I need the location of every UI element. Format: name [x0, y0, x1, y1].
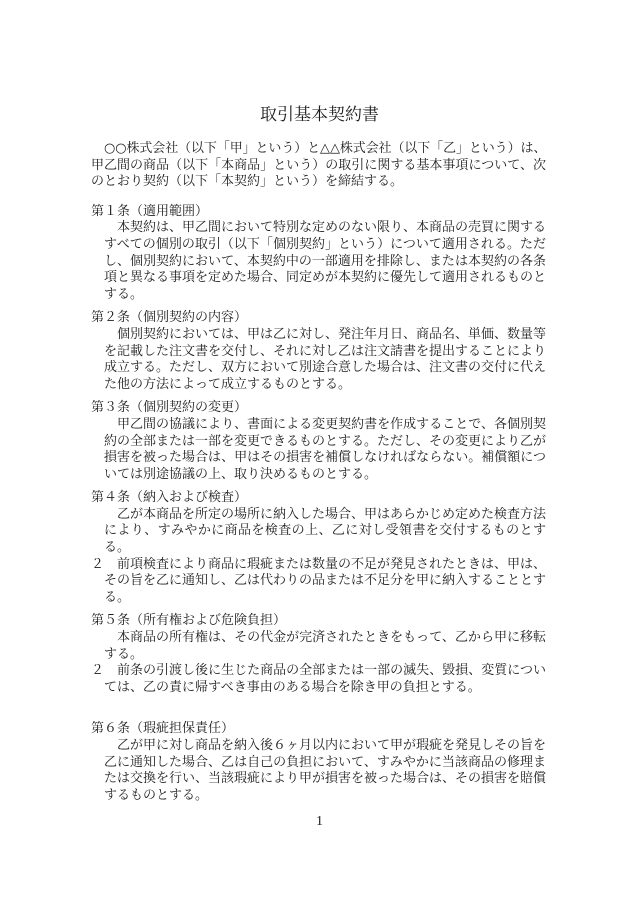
article-5: [91, 613, 546, 696]
article-5-heading: 第５条（所有権および危険負担）: [91, 613, 287, 629]
article-5-numbered-line: ２ 前条の引渡し後に生じた商品の全部または一部の滅失、毀損、変質につい: [91, 663, 546, 679]
article-4-paragraph-1: [91, 507, 546, 557]
document-body: [91, 141, 546, 811]
article-3-text-line: 甲乙間の協議により、書面による変更契約書を作成することで、各個別契: [117, 416, 546, 432]
article-3-text-line: いては別途協議の上、取り決めるものとする。: [104, 466, 378, 482]
article-5-numbered-line: ては、乙の責に帰すべき事由のある場合を除き甲の負担とする。: [104, 679, 481, 695]
article-1-text-line: 本契約は、甲乙間において特別な定めのない限り、本商品の売買に関する: [117, 220, 547, 236]
article-4: [91, 490, 546, 606]
article-1-text-line: し、個別契約において、本契約中の一部適用を排除し、または本契約の各条: [104, 253, 546, 269]
article-1-text-line: すべての個別の取引（以下「個別契約」という）について適用される。ただ: [104, 236, 546, 252]
article-4-numbered-line: る。: [104, 589, 131, 605]
article-2: [91, 310, 546, 393]
article-6-text-line: たは交換を行い、当該瑕疵により甲が損害を被った場合は、その損害を賠償: [104, 771, 547, 787]
article-2-text-line: た他の方法によって成立するものとする。: [104, 376, 352, 392]
article-6-text-line: 乙に通知した場合、乙は自己の負担において、すみやかに当該商品の修理ま: [104, 754, 546, 770]
article-6: [91, 721, 546, 804]
article-3-text-line: 損害を被った場合は、甲はその損害を補償しなければならない。補償額につ: [104, 450, 546, 466]
article-3-text-line: 約の全部または一部を変更できるものとする。ただし、その変更により乙が: [104, 433, 547, 449]
article-5-text-line: する。: [104, 646, 144, 662]
preamble-line: ○○株式会社（以下「甲」という）と△△株式会社（以下「乙」という）は、: [104, 141, 546, 156]
article-4-text-line: る。: [104, 540, 131, 556]
preamble-line: 甲乙間の商品（以下「本商品」という）の取引に関する基本事項について、次: [91, 157, 546, 173]
article-4-text-line: 乙が本商品を所定の場所に納入した場合、甲はあらかじめ定めた検査方法: [117, 506, 547, 522]
article-3-paragraph-1: [91, 417, 546, 483]
document-title: 取引基本契約書: [260, 105, 379, 125]
article-2-text-line: を記載した注文書を交付し、それに対し乙は注文請書を提出することにより: [104, 343, 547, 359]
article-5-text-line: 本商品の所有権は、その代金が完済されたときをもって、乙から甲に移転: [117, 630, 546, 646]
article-6-paragraph-1: [91, 738, 546, 804]
article-1-heading: 第１条（適用範囲）: [91, 203, 209, 219]
article-2-text-line: 成立する。ただし、双方において別途合意した場合は、注文書の交付に代え: [104, 360, 547, 376]
article-3-heading: 第３条（個別契約の変更）: [91, 400, 248, 416]
article-6-text-line: 乙が甲に対し商品を納入後６ヶ月以内において甲が瑕疵を発見しその旨を: [117, 738, 547, 753]
article-6-heading: 第６条（瑕疵担保責任）: [91, 721, 235, 737]
article-4-numbered-line: その旨を乙に通知し、乙は代わりの品または不足分を甲に納入することとす: [104, 573, 547, 589]
article-4-text-line: により、すみやかに商品を検査の上、乙に対し受領書を交付するものとす: [104, 523, 546, 539]
article-1-text-line: 項と異なる事項を定めた場合、同定めが本契約に優先して適用されるものと: [104, 270, 547, 286]
article-4-paragraph-2: [91, 557, 546, 607]
article-4-heading: 第４条（納入および検査）: [91, 490, 248, 506]
preamble-line: のとおり契約（以下「本契約」という）を締結する。: [91, 174, 404, 190]
page-number: 1: [316, 814, 323, 829]
article-4-numbered-line: ２ 前項検査により商品に瑕疵または数量の不足が発見されたときは、甲は、: [91, 556, 547, 572]
article-1-paragraph-1: [91, 220, 546, 303]
preamble: [91, 141, 546, 191]
article-2-heading: 第２条（個別契約の内容）: [91, 310, 248, 326]
article-5-paragraph-2: [91, 663, 546, 696]
article-2-paragraph-1: [91, 327, 546, 393]
article-3: [91, 400, 546, 483]
article-1-text-line: する。: [104, 286, 144, 302]
article-2-text-line: 個別契約においては、甲は乙に対し、発注年月日、商品名、単価、数量等: [117, 326, 547, 342]
article-6-text-line: するものとする。: [104, 787, 209, 803]
article-1: [91, 204, 546, 304]
article-5-paragraph-1: [91, 630, 546, 663]
